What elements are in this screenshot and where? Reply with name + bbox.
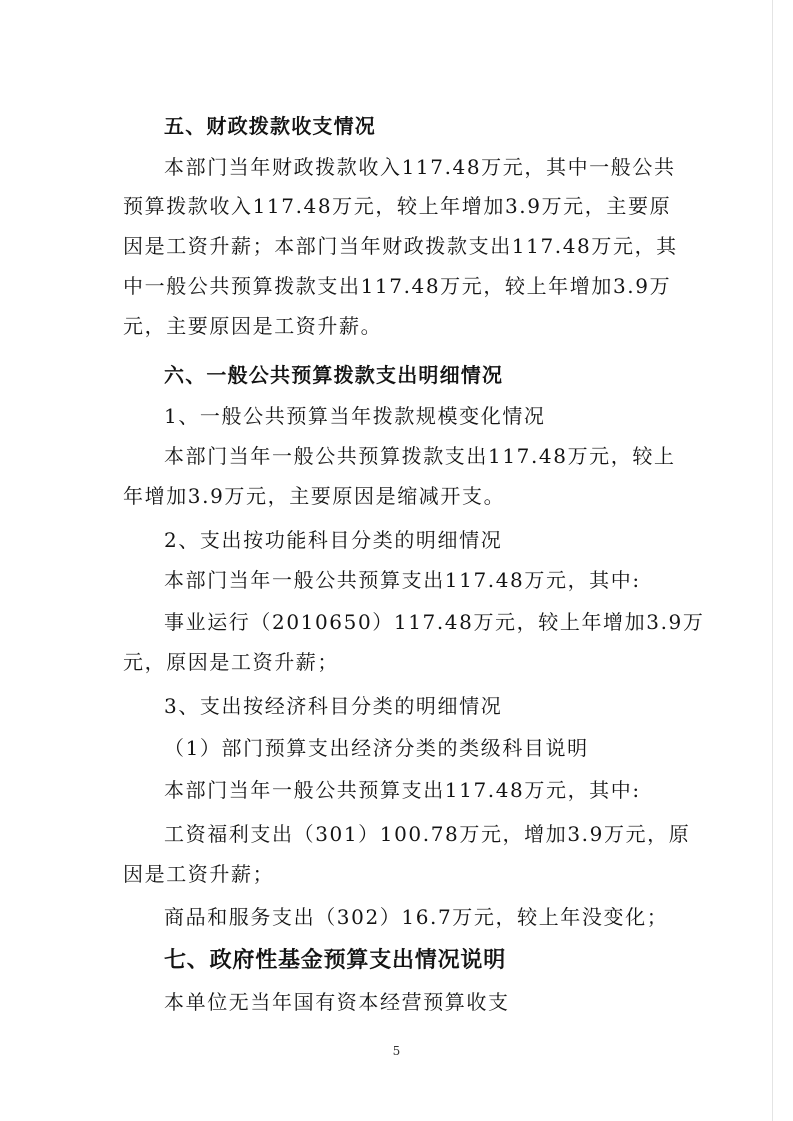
paragraph-line: 本单位无当年国有资本经营预算收支 (164, 990, 510, 1014)
subheading-1: 1、一般公共预算当年拨款规模变化情况 (164, 404, 546, 428)
paragraph-line: 本部门当年财政拨款收入117.48万元，其中一般公共 (164, 155, 676, 179)
paragraph-line: 本部门当年一般公共预算支出117.48万元，其中: (164, 568, 641, 592)
subheading-3-1: （1）部门预算支出经济分类的类级科目说明 (164, 736, 589, 760)
paragraph-line: 事业运行（2010650）117.48万元，较上年增加3.9万 (164, 610, 705, 634)
section-heading-5: 五、财政拨款收支情况 (164, 114, 376, 138)
scan-edge-line (772, 0, 773, 1121)
paragraph-line: 因是工资升薪； (123, 862, 275, 886)
section-heading-7: 七、政府性基金预算支出情况说明 (164, 947, 507, 973)
paragraph-line: 预算拨款收入117.48万元，较上年增加3.9万元，主要原 (123, 194, 672, 218)
paragraph-line: 因是工资升薪；本部门当年财政拨款支出117.48万元，其 (123, 234, 678, 258)
paragraph-line: 元，主要原因是工资升薪。 (123, 314, 383, 338)
paragraph-line: 商品和服务支出（302）16.7万元，较上年没变化； (164, 905, 669, 929)
section-heading-6: 六、一般公共预算拨款支出明细情况 (164, 363, 504, 387)
paragraph-line: 元，原因是工资升薪； (123, 650, 339, 674)
paragraph-line: 中一般公共预算拨款支出117.48万元，较上年增加3.9万 (123, 274, 672, 298)
paragraph-line: 工资福利支出（301）100.78万元，增加3.9万元，原 (164, 822, 691, 846)
paragraph-line: 本部门当年一般公共预算拨款支出117.48万元，较上 (164, 444, 676, 468)
subheading-3: 3、支出按经济科目分类的明细情况 (164, 694, 503, 718)
subheading-2: 2、支出按功能科目分类的明细情况 (164, 528, 503, 552)
paragraph-line: 年增加3.9万元，主要原因是缩减开支。 (123, 484, 506, 508)
paragraph-line: 本部门当年一般公共预算支出117.48万元，其中: (164, 778, 641, 802)
page-number: 5 (392, 1044, 401, 1058)
